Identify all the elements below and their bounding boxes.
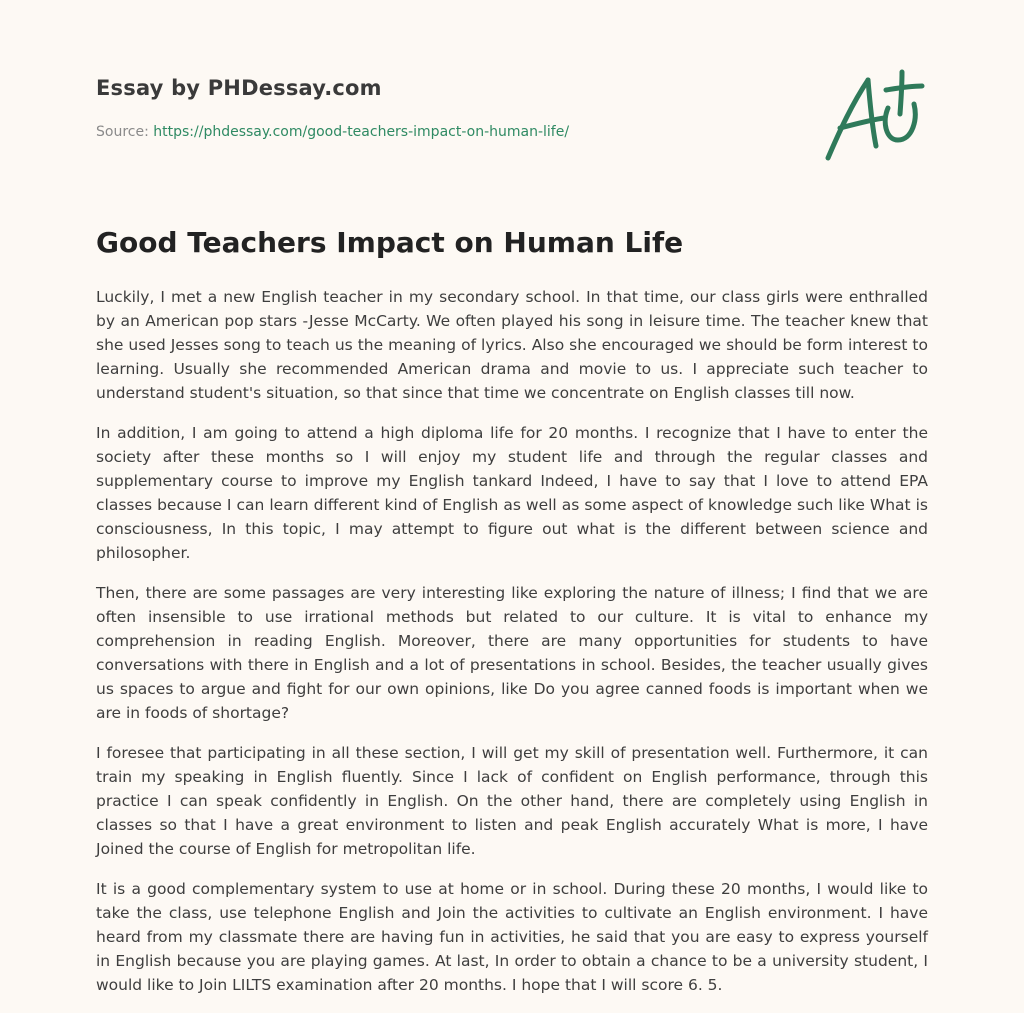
essay-paragraph: Then, there are some passages are very interesting like exploring the nature of illness; I find that we are often insensible to use irrational methods but related to our culture. It is vital to enhance my comprehension in reading English. Moreover, there are many opportunities for students to have conversations with there in English and a lot of presentations in school. Besides, the teacher usually gives us spaces to argue and fight for our own opinions, like Do you agree canned foods is important when we are in foods of shortage?: [96, 584, 928, 722]
a-plus-icon: [818, 64, 930, 168]
essay-title: Good Teachers Impact on Human Life: [96, 226, 684, 259]
essay-paragraph: It is a good complementary system to use at home or in school. During these 20 months, I would like to take the class, use telephone English and Join the activities to cultivate an English environment. I have heard from my classmate there are having fun in activities, he said that you are easy to express yourself in English because you are playing games. At last, In order to obtain a chance to be a university student, I would like to Join LILTS examination after 20 months. I hope that I will score 6. 5.: [96, 880, 928, 994]
source-line: [96, 124, 569, 140]
site-brand: Essay by PHDessay.com: [96, 76, 382, 100]
source-link[interactable]: https://phdessay.com/good-teachers-impact-on-human-life/: [153, 124, 570, 140]
essay-paragraph: In addition, I am going to attend a high diploma life for 20 months. I recognize that I have to enter the society after these months so I will enjoy my student life and through the regular classes and supplementary course to improve my English tankard Indeed, I have to say that I love to attend EPA classes because I can learn different kind of English as well as some aspect of knowledge such like What is consciousness, In this topic, I may attempt to figure out what is the different between science and philosopher.: [96, 424, 928, 562]
source-label: Source:: [96, 124, 154, 140]
essay-paragraph: I foresee that participating in all these section, I will get my skill of presentation well. Furthermore, it can train my speaking in English fluently. Since I lack of confident on English performance, through this practice I can speak confidently in English. On the other hand, there are completely using English in classes so that I have a great environment to listen and peak English accurately What is more, I have Joined the course of English for metropolitan life.: [96, 744, 928, 858]
essay-paragraph: Luckily, I met a new English teacher in my secondary school. In that time, our class girls were enthralled by an American pop stars -Jesse McCarty. We often played his song in leisure time. The teacher knew that she used Jesses song to teach us the meaning of lyrics. Also she encouraged we should be form interest to learning. Usually she recommended American drama and movie to us. I appreciate such teacher to understand student's situation, so that since that time we concentrate on English classes till now.: [96, 288, 928, 402]
essay-body: [96, 285, 928, 1013]
